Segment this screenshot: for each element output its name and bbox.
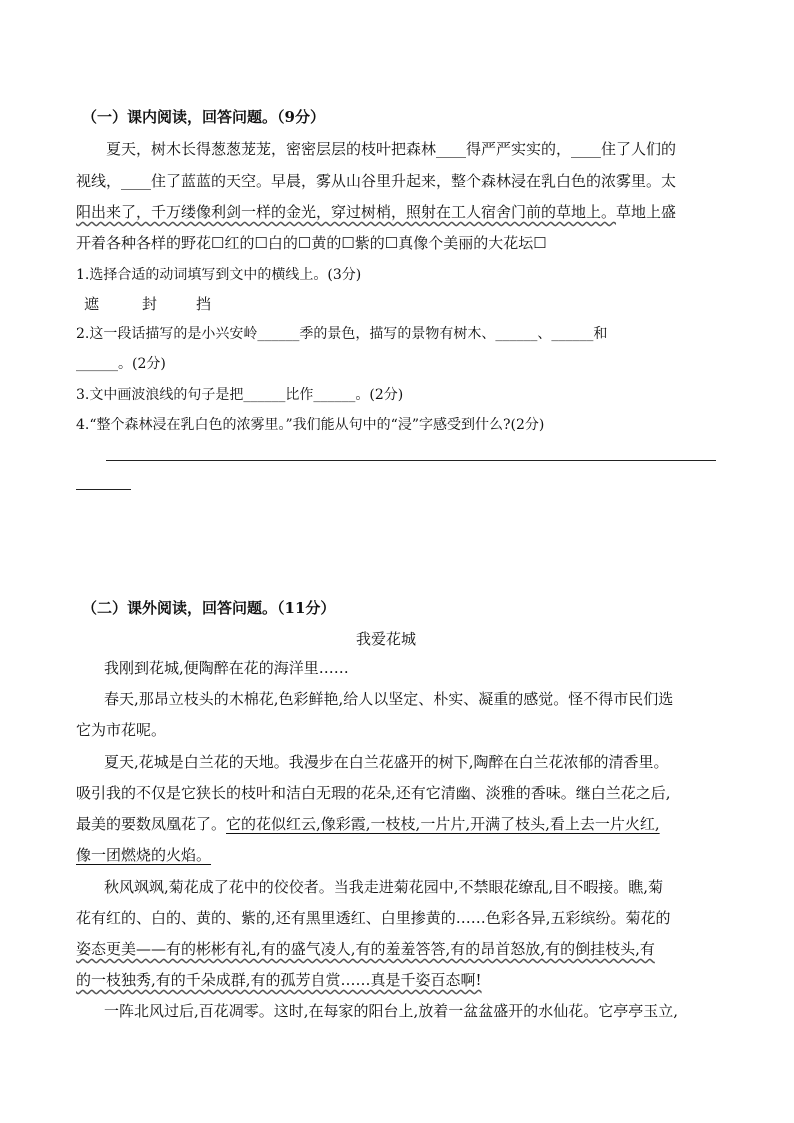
choice-3: 挡 bbox=[196, 295, 212, 313]
article-line-1: 我刚到花城,便陶醉在花的海洋里…… bbox=[104, 659, 349, 677]
article-line-8: 秋风飒飒,菊花成了花中的佼佼者。当我走进菊花园中,不禁眼花缭乱,目不暇接。瞧,菊 bbox=[104, 878, 664, 896]
choice-2: 封 bbox=[142, 295, 158, 313]
underlined-sentence-end: 像一团燃烧的火焰。 bbox=[76, 846, 212, 864]
article-line-2: 春天,那昂立枝头的木棉花,色彩鲜艳,给人以坚定、朴实、凝重的感觉。怪不得市民们选 bbox=[104, 690, 674, 708]
article-line-12: 一阵北风过后,百花凋零。这时,在每家的阳台上,放着一盆盆盛开的水仙花。它亭亭玉立, bbox=[104, 1002, 679, 1020]
article-title: 我爱花城 bbox=[356, 630, 417, 648]
article-line-10 bbox=[76, 938, 655, 959]
passage-line-3-tail: 草地上盛 bbox=[616, 203, 677, 221]
article-line-6 bbox=[76, 813, 660, 834]
passage-line-4: 开着各种各样的野花☐红的☐白的☐黄的☐紫的☐真像个美丽的大花坛☐ bbox=[76, 234, 547, 252]
passage-line-1: 夏天，树木长得葱葱茏茏，密密层层的枝叶把森林____得严严实实的，____住了人们的 bbox=[106, 140, 677, 158]
question-1: 1.选择合适的动词填写到文中的横线上。(3分) bbox=[76, 267, 362, 283]
question-4: 4.“整个森林浸在乳白色的浓雾里。”我们能从句中的“浸”字感受到什么?(2分) bbox=[76, 417, 545, 433]
question-2-line-2: ______。(2分) bbox=[76, 356, 166, 372]
passage-line-2: 视线，____住了蓝蓝的天空。早晨，雾从山谷里升起来，整个森林浸在乳白色的浓雾里。太 bbox=[76, 172, 677, 190]
article-line-5: 吸引我的不仅是它狭长的枝叶和洁白无瑕的花朵,还有它清幽、淡雅的香味。继白兰花之后, bbox=[76, 784, 671, 802]
passage-line-3 bbox=[76, 201, 676, 222]
answer-line-2[interactable] bbox=[76, 489, 131, 490]
underlined-sentence: 它的花似红云,像彩霞,一枝枝,一片片,开满了枝头,看上去一片火红, bbox=[226, 815, 660, 833]
section1-heading: （一）课内阅读，回答问题。（9分） bbox=[82, 108, 325, 126]
wavy-passage-2: 的一枝独秀,有的千朵成群,有的孤芳自赏……真是千姿百态啊! bbox=[76, 971, 482, 989]
article-line-9: 花有红的、白的、黄的、紫的,还有黑里透红、白里掺黄的……色彩各异,五彩缤纷。菊花的 bbox=[76, 909, 671, 927]
article-line-4: 夏天,花城是白兰花的天地。我漫步在白兰花盛开的树下,陶醉在白兰花浓郁的清香里。 bbox=[104, 753, 669, 771]
article-line-7 bbox=[76, 844, 211, 865]
article-line-11 bbox=[76, 969, 482, 990]
wavy-sentence: 阳出来了，千万缕像利剑一样的金光，穿过树梢，照射在工人宿舍门前的草地上。 bbox=[76, 203, 617, 221]
question-2-line-1: 2.这一段话描写的是小兴安岭______季的景色，描写的景物有树木、______、______和 bbox=[76, 326, 608, 342]
answer-line-1[interactable] bbox=[106, 460, 716, 461]
question-3: 3.文中画波浪线的句子是把______比作______。(2分) bbox=[76, 387, 404, 403]
wavy-passage-1: 姿态更美——有的彬彬有礼,有的盛气凌人,有的羞羞答答,有的昂首怒放,有的倒挂枝头,有 bbox=[76, 940, 655, 958]
choice-1: 遮 bbox=[84, 295, 100, 313]
section2-heading: （二）课外阅读，回答问题。（11分） bbox=[82, 599, 336, 617]
article-line-6-head: 最美的要数凤凰花了。 bbox=[76, 815, 227, 833]
article-line-3: 它为市花呢。 bbox=[76, 721, 167, 739]
